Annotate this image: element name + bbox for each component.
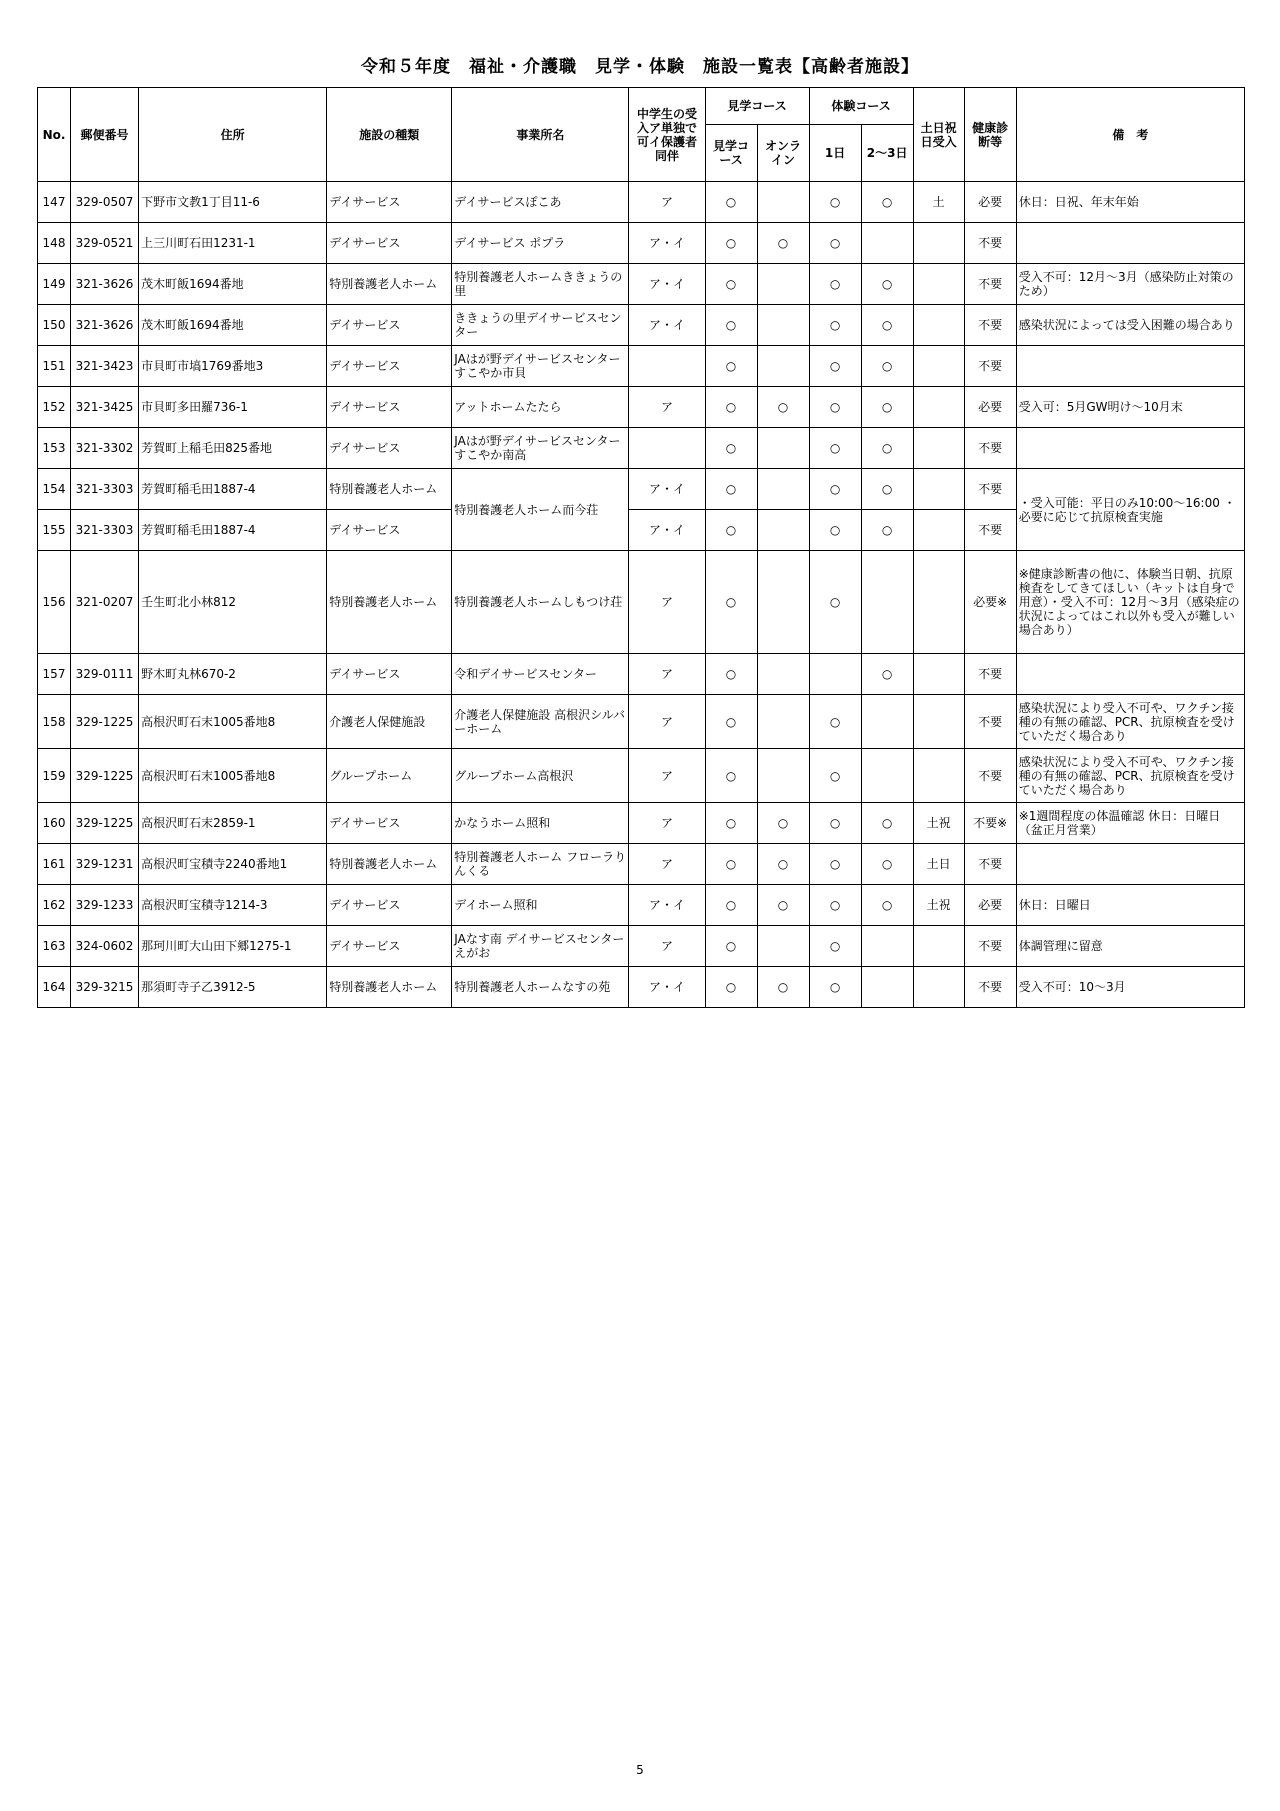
row-zip: 329-0507 — [71, 182, 139, 223]
row-type: デイサービス — [327, 182, 452, 223]
row-junior — [629, 428, 705, 469]
row-type: デイサービス — [327, 428, 452, 469]
row-junior: ア・イ — [629, 967, 705, 1008]
row-online: ○ — [757, 223, 809, 264]
row-one-day: ○ — [809, 428, 861, 469]
row-two-three — [861, 695, 913, 749]
row-health: 不要 — [964, 305, 1016, 346]
row-kengaku: ○ — [705, 387, 757, 428]
row-type: 特別養護老人ホーム — [327, 469, 452, 510]
row-name: 令和デイサービスセンター — [452, 654, 629, 695]
table-row — [38, 551, 1245, 654]
row-notes — [1016, 844, 1244, 885]
row-zip: 329-1225 — [71, 749, 139, 803]
row-weekend — [913, 695, 964, 749]
row-address: 高根沢町石末1005番地8 — [139, 695, 327, 749]
row-kengaku: ○ — [705, 885, 757, 926]
row-health: 必要※ — [964, 551, 1016, 654]
row-no: 150 — [38, 305, 71, 346]
row-kengaku: ○ — [705, 510, 757, 551]
row-name: デイサービスぽこあ — [452, 182, 629, 223]
row-two-three: ○ — [861, 387, 913, 428]
row-type: デイサービス — [327, 885, 452, 926]
row-type: デイサービス — [327, 223, 452, 264]
row-health: 不要※ — [964, 803, 1016, 844]
row-weekend — [913, 510, 964, 551]
row-kengaku: ○ — [705, 428, 757, 469]
row-zip: 321-3425 — [71, 387, 139, 428]
row-one-day: ○ — [809, 346, 861, 387]
row-name: JAはが野デイサービスセンターすこやか市貝 — [452, 346, 629, 387]
row-no: 148 — [38, 223, 71, 264]
row-type: 特別養護老人ホーム — [327, 844, 452, 885]
row-kengaku: ○ — [705, 654, 757, 695]
row-zip: 329-0521 — [71, 223, 139, 264]
row-address: 高根沢町石末1005番地8 — [139, 749, 327, 803]
row-health: 必要 — [964, 182, 1016, 223]
row-health: 不要 — [964, 223, 1016, 264]
row-name: 介護老人保健施設 高根沢シルバーホーム — [452, 695, 629, 749]
row-name: アットホームたたら — [452, 387, 629, 428]
row-address: 那須町寺子乙3912-5 — [139, 967, 327, 1008]
row-zip: 329-0111 — [71, 654, 139, 695]
header-health: 健康診断等 — [964, 88, 1016, 182]
row-address: 芳賀町稲毛田1887-4 — [139, 510, 327, 551]
row-junior: ア・イ — [629, 264, 705, 305]
row-no: 153 — [38, 428, 71, 469]
row-no: 164 — [38, 967, 71, 1008]
row-health: 必要 — [964, 885, 1016, 926]
row-type: デイサービス — [327, 803, 452, 844]
row-two-three: ○ — [861, 803, 913, 844]
header-no: No. — [38, 88, 71, 182]
row-health: 不要 — [964, 428, 1016, 469]
row-one-day: ○ — [809, 844, 861, 885]
row-kengaku: ○ — [705, 182, 757, 223]
row-health: 不要 — [964, 926, 1016, 967]
row-junior: ア・イ — [629, 510, 705, 551]
row-address: 那珂川町大山田下郷1275-1 — [139, 926, 327, 967]
row-weekend — [913, 264, 964, 305]
row-weekend — [913, 305, 964, 346]
row-online — [757, 469, 809, 510]
row-zip: 321-3626 — [71, 264, 139, 305]
row-health: 不要 — [964, 749, 1016, 803]
row-one-day: ○ — [809, 803, 861, 844]
row-type: 特別養護老人ホーム — [327, 967, 452, 1008]
row-zip: 321-0207 — [71, 551, 139, 654]
row-junior: ア・イ — [629, 305, 705, 346]
row-online — [757, 182, 809, 223]
row-junior: ア — [629, 803, 705, 844]
row-notes: ※1週間程度の体温確認 休日：日曜日（盆正月営業） — [1016, 803, 1244, 844]
header-kengaku-course: 見学コース — [705, 125, 757, 182]
table-row — [38, 749, 1245, 803]
row-one-day: ○ — [809, 305, 861, 346]
row-junior: ア・イ — [629, 469, 705, 510]
row-health: 不要 — [964, 346, 1016, 387]
row-two-three: ○ — [861, 182, 913, 223]
row-health: 不要 — [964, 844, 1016, 885]
table-row — [38, 428, 1245, 469]
row-type: デイサービス — [327, 346, 452, 387]
row-two-three: ○ — [861, 264, 913, 305]
row-online — [757, 305, 809, 346]
table-header — [38, 88, 1245, 182]
row-notes: 休日：日曜日 — [1016, 885, 1244, 926]
row-weekend — [913, 551, 964, 654]
row-one-day: ○ — [809, 926, 861, 967]
row-kengaku: ○ — [705, 749, 757, 803]
row-notes: 感染状況により受入不可や、ワクチン接種の有無の確認、PCR、抗原検査を受けていただく場合あり — [1016, 749, 1244, 803]
row-online: ○ — [757, 844, 809, 885]
row-junior: ア — [629, 654, 705, 695]
page-number: 5 — [636, 1763, 644, 1777]
row-kengaku: ○ — [705, 844, 757, 885]
row-one-day: ○ — [809, 885, 861, 926]
table-row — [38, 182, 1245, 223]
row-type: デイサービス — [327, 387, 452, 428]
row-one-day: ○ — [809, 223, 861, 264]
row-notes — [1016, 223, 1244, 264]
row-address: 茂木町飯1694番地 — [139, 305, 327, 346]
row-kengaku: ○ — [705, 695, 757, 749]
row-weekend: 土 — [913, 182, 964, 223]
row-address: 下野市文教1丁目11-6 — [139, 182, 327, 223]
row-zip: 329-1225 — [71, 695, 139, 749]
row-junior: ア — [629, 695, 705, 749]
row-kengaku: ○ — [705, 469, 757, 510]
row-type: デイサービス — [327, 926, 452, 967]
row-type: 特別養護老人ホーム — [327, 551, 452, 654]
row-two-three — [861, 926, 913, 967]
row-address: 野木町丸林670-2 — [139, 654, 327, 695]
header-two-three: 2〜3日 — [861, 125, 913, 182]
row-one-day: ○ — [809, 749, 861, 803]
row-no: 157 — [38, 654, 71, 695]
row-no: 154 — [38, 469, 71, 510]
row-address: 高根沢町宝積寺2240番地1 — [139, 844, 327, 885]
row-two-three: ○ — [861, 428, 913, 469]
row-junior: ア・イ — [629, 885, 705, 926]
row-two-three — [861, 551, 913, 654]
row-two-three: ○ — [861, 469, 913, 510]
row-weekend — [913, 387, 964, 428]
row-notes: 体調管理に留意 — [1016, 926, 1244, 967]
row-name: デイホーム照和 — [452, 885, 629, 926]
row-type: デイサービス — [327, 510, 452, 551]
row-name: JAなす南 デイサービスセンターえがお — [452, 926, 629, 967]
row-two-three — [861, 967, 913, 1008]
row-online: ○ — [757, 967, 809, 1008]
row-zip: 329-1233 — [71, 885, 139, 926]
row-notes: ※健康診断書の他に、体験当日朝、抗原検査をしてきてほしい（キットは自身で用意）・受入不可：12月〜3月（感染症の状況によってはこれ以外も受入が難しい場合あり） — [1016, 551, 1244, 654]
row-health: 不要 — [964, 654, 1016, 695]
row-zip: 321-3303 — [71, 510, 139, 551]
row-no: 160 — [38, 803, 71, 844]
row-zip: 329-1225 — [71, 803, 139, 844]
row-online: ○ — [757, 387, 809, 428]
row-two-three: ○ — [861, 844, 913, 885]
table-row — [38, 803, 1245, 844]
table-row — [38, 885, 1245, 926]
row-online — [757, 428, 809, 469]
table-row — [38, 305, 1245, 346]
row-no: 159 — [38, 749, 71, 803]
row-type: グループホーム — [327, 749, 452, 803]
row-one-day: ○ — [809, 967, 861, 1008]
row-notes: 受入不可：10〜3月 — [1016, 967, 1244, 1008]
row-no: 147 — [38, 182, 71, 223]
row-notes: 受入不可：12月〜3月（感染防止対策のため） — [1016, 264, 1244, 305]
row-health: 不要 — [964, 695, 1016, 749]
row-weekend — [913, 428, 964, 469]
row-kengaku: ○ — [705, 967, 757, 1008]
table-row — [38, 264, 1245, 305]
header-zip: 郵便番号 — [71, 88, 139, 182]
table-row — [38, 967, 1245, 1008]
row-junior: ア — [629, 749, 705, 803]
row-junior — [629, 346, 705, 387]
row-junior: ア — [629, 182, 705, 223]
row-two-three: ○ — [861, 510, 913, 551]
facility-table — [37, 87, 1245, 1008]
row-notes: 受入可：5月GW明け〜10月末 — [1016, 387, 1244, 428]
row-name: 特別養護老人ホーム而今荘 — [452, 469, 629, 551]
row-junior: ア — [629, 926, 705, 967]
row-name: JAはが野デイサービスセンターすこやか南高 — [452, 428, 629, 469]
table-row — [38, 695, 1245, 749]
row-name: かなうホーム照和 — [452, 803, 629, 844]
row-online — [757, 264, 809, 305]
row-zip: 321-3626 — [71, 305, 139, 346]
row-name: 特別養護老人ホーム フローラりんくる — [452, 844, 629, 885]
header-name: 事業所名 — [452, 88, 629, 182]
row-online — [757, 695, 809, 749]
row-one-day: ○ — [809, 182, 861, 223]
row-type: デイサービス — [327, 305, 452, 346]
table-row — [38, 223, 1245, 264]
row-health: 不要 — [964, 967, 1016, 1008]
row-name: ききょうの里デイサービスセンター — [452, 305, 629, 346]
row-zip: 321-3302 — [71, 428, 139, 469]
row-zip: 321-3423 — [71, 346, 139, 387]
row-no: 162 — [38, 885, 71, 926]
row-health: 不要 — [964, 264, 1016, 305]
row-type: 特別養護老人ホーム — [327, 264, 452, 305]
header-address: 住所 — [139, 88, 327, 182]
header-notes: 備 考 — [1016, 88, 1244, 182]
row-online — [757, 551, 809, 654]
row-weekend: 土祝 — [913, 885, 964, 926]
row-zip: 329-1231 — [71, 844, 139, 885]
row-name: グループホーム高根沢 — [452, 749, 629, 803]
row-health: 必要 — [964, 387, 1016, 428]
row-one-day: ○ — [809, 510, 861, 551]
row-health: 不要 — [964, 510, 1016, 551]
row-address: 高根沢町石末2859-1 — [139, 803, 327, 844]
row-kengaku: ○ — [705, 223, 757, 264]
row-one-day — [809, 654, 861, 695]
row-notes — [1016, 346, 1244, 387]
row-one-day: ○ — [809, 551, 861, 654]
row-notes: 休日：日祝、年末年始 — [1016, 182, 1244, 223]
row-notes: 感染状況によっては受入困難の場合あり — [1016, 305, 1244, 346]
row-zip: 321-3303 — [71, 469, 139, 510]
row-no: 156 — [38, 551, 71, 654]
table-row — [38, 469, 1245, 510]
row-no: 163 — [38, 926, 71, 967]
row-name: 特別養護老人ホームなすの苑 — [452, 967, 629, 1008]
row-online — [757, 510, 809, 551]
header-taiken: 体験コース — [809, 88, 913, 125]
row-notes: 感染状況により受入不可や、ワクチン接種の有無の確認、PCR、抗原検査を受けていただく場合あり — [1016, 695, 1244, 749]
row-zip: 329-3215 — [71, 967, 139, 1008]
row-one-day: ○ — [809, 387, 861, 428]
row-no: 158 — [38, 695, 71, 749]
row-junior: ア・イ — [629, 223, 705, 264]
row-one-day: ○ — [809, 264, 861, 305]
row-online: ○ — [757, 885, 809, 926]
row-two-three — [861, 749, 913, 803]
row-zip: 324-0602 — [71, 926, 139, 967]
row-address: 市貝町市塙1769番地3 — [139, 346, 327, 387]
row-no: 155 — [38, 510, 71, 551]
row-address: 芳賀町上稲毛田825番地 — [139, 428, 327, 469]
row-name: 特別養護老人ホームしもつけ荘 — [452, 551, 629, 654]
row-online — [757, 926, 809, 967]
page-title: 令和５年度 福祉・介護職 見学・体験 施設一覧表【高齢者施設】 — [361, 57, 919, 77]
row-notes: ・受入可能：平日のみ10:00〜16:00 ・必要に応じて抗原検査実施 — [1016, 469, 1244, 551]
row-weekend: 土祝 — [913, 803, 964, 844]
row-kengaku: ○ — [705, 346, 757, 387]
row-weekend — [913, 749, 964, 803]
header-one-day: 1日 — [809, 125, 861, 182]
row-weekend — [913, 926, 964, 967]
row-no: 149 — [38, 264, 71, 305]
row-kengaku: ○ — [705, 264, 757, 305]
row-address: 上三川町石田1231-1 — [139, 223, 327, 264]
row-weekend — [913, 967, 964, 1008]
row-weekend — [913, 223, 964, 264]
row-two-three: ○ — [861, 654, 913, 695]
row-two-three: ○ — [861, 346, 913, 387]
row-notes — [1016, 428, 1244, 469]
header-kengaku: 見学コース — [705, 88, 809, 125]
row-address: 高根沢町宝積寺1214-3 — [139, 885, 327, 926]
row-address: 壬生町北小林812 — [139, 551, 327, 654]
row-address: 芳賀町稲毛田1887-4 — [139, 469, 327, 510]
row-kengaku: ○ — [705, 551, 757, 654]
row-weekend: 土日 — [913, 844, 964, 885]
row-junior: ア — [629, 387, 705, 428]
row-address: 市貝町多田羅736-1 — [139, 387, 327, 428]
row-notes — [1016, 654, 1244, 695]
header-online: オンライン — [757, 125, 809, 182]
table-row — [38, 387, 1245, 428]
row-one-day: ○ — [809, 469, 861, 510]
row-no: 161 — [38, 844, 71, 885]
row-weekend — [913, 654, 964, 695]
row-two-three: ○ — [861, 305, 913, 346]
row-kengaku: ○ — [705, 305, 757, 346]
header-junior: 中学生の受入ア単独で可イ保護者同伴 — [629, 88, 705, 182]
row-online: ○ — [757, 803, 809, 844]
table-body — [38, 182, 1245, 1008]
row-no: 151 — [38, 346, 71, 387]
table-row — [38, 926, 1245, 967]
row-address: 茂木町飯1694番地 — [139, 264, 327, 305]
row-online — [757, 346, 809, 387]
row-one-day: ○ — [809, 695, 861, 749]
row-online — [757, 654, 809, 695]
row-online — [757, 749, 809, 803]
row-junior: ア — [629, 844, 705, 885]
table-row — [38, 844, 1245, 885]
row-kengaku: ○ — [705, 803, 757, 844]
row-name: 特別養護老人ホームききょうの里 — [452, 264, 629, 305]
table-row — [38, 654, 1245, 695]
row-name: デイサービス ポプラ — [452, 223, 629, 264]
row-no: 152 — [38, 387, 71, 428]
row-type: デイサービス — [327, 654, 452, 695]
row-two-three — [861, 223, 913, 264]
row-type: 介護老人保健施設 — [327, 695, 452, 749]
row-kengaku: ○ — [705, 926, 757, 967]
row-weekend — [913, 469, 964, 510]
header-weekend: 土日祝日受入 — [913, 88, 964, 182]
row-two-three: ○ — [861, 885, 913, 926]
row-weekend — [913, 346, 964, 387]
row-junior: ア — [629, 551, 705, 654]
row-health: 不要 — [964, 469, 1016, 510]
header-type: 施設の種類 — [327, 88, 452, 182]
table-row — [38, 346, 1245, 387]
